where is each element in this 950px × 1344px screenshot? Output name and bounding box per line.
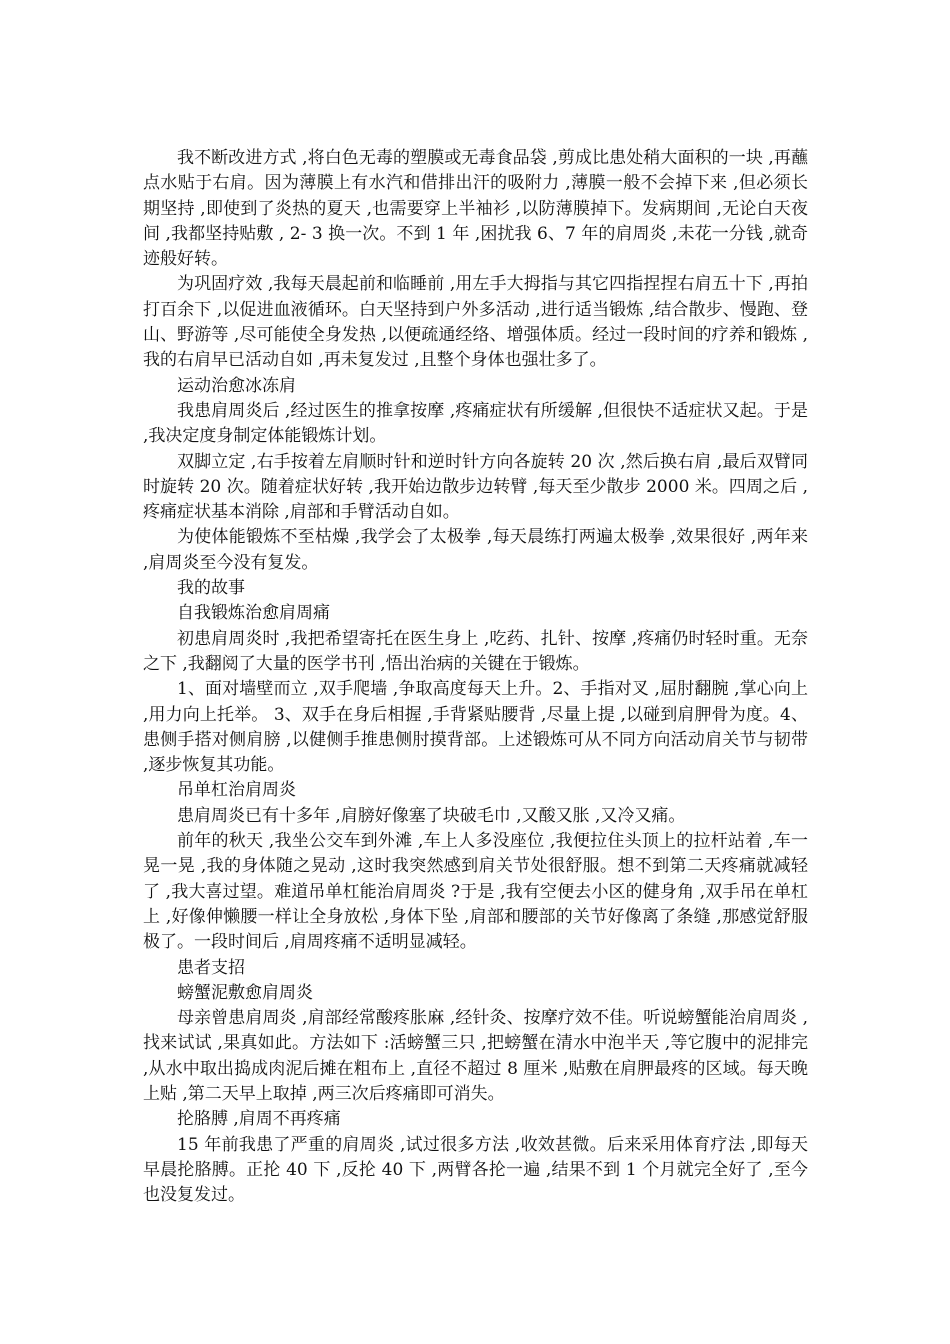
paragraph-bus-story: 前年的秋天 ,我坐公交车到外滩 ,车上人多没座位 ,我便拉住头顶上的拉杆站着 ,车一晃一晃 ,我的身体随之晃动 ,这时我突然感到肩关节处很舒服。想不到第二天疼痛就减轻了 ,我大喜过望。难道吊单杠能治肩周炎 ?于是 ,我有空便去小区的健身角 ,双手吊在单杠上 ,好像伸懒腰一样让全身放松 ,身体下坠 ,肩部和腰部的关节好像离了条缝 ,那感觉舒服极了。一段时间后 ,肩周疼痛不适明显减轻。 — [143, 831, 808, 953]
paragraph-arm-rotation: 双脚立定 ,右手按着左肩顺时针和逆时针方向各旋转 20 次 ,然后换右肩 ,最后双臂同时旋转 20 次。随着症状好转 ,我开始边散步边转臂 ,每天至少散步 2000 米。四周之后 ,疼痛症状基本消除 ,肩部和手臂活动自如。 — [143, 451, 808, 523]
section-heading-arm-swing: 抡胳膊 ,肩周不再疼痛 — [177, 1109, 341, 1130]
paragraph-ten-years: 患肩周炎已有十多年 ,肩膀好像塞了块破毛巾 ,又酸又胀 ,又冷又痛。 — [177, 805, 686, 826]
paragraph-consolidation: 为巩固疗效 ,我每天晨起前和临睡前 ,用左手大拇指与其它四指捏捏右肩五十下 ,再拍打百余下 ,以促进血液循环。白天坚持到户外多活动 ,进行适当锻炼 ,结合散步、慢跑、登山、野游等 ,尽可能使全身发热 ,以便疏通经络、增强体质。经过一段时间的疗养和锻炼 ,我的右肩早已活动自如 ,再未复发过 ,且整个身体也强壮多了。 — [143, 274, 808, 371]
paragraph-arm-swing: 15 年前我患了严重的肩周炎 ,试过很多方法 ,收效甚微。后来采用体育疗法 ,即每天早晨抡胳膊。正抡 40 下 ,反抡 40 下 ,两臂各抡一遍 ,结果不到 1 个月就完全好了 ,至今也没复发过。 — [143, 1134, 808, 1206]
section-heading-self-exercise: 自我锻炼治愈肩周痛 — [177, 603, 330, 624]
section-heading-exercise-frozen-shoulder: 运动治愈冰冻肩 — [177, 375, 296, 396]
section-heading-pull-up-bar: 吊单杠治肩周炎 — [177, 780, 296, 801]
section-heading-my-story: 我的故事 — [177, 578, 245, 599]
section-heading-patient-tips: 患者支招 — [177, 957, 245, 978]
paragraph-crab-method: 母亲曾患肩周炎 ,肩部经常酸疼胀麻 ,经针灸、按摩疗效不佳。听说螃蟹能治肩周炎 ,找来试试 ,果真如此。方法如下 :活螃蟹三只 ,把螃蟹在清水中泡半天 ,等它腹中的泥排完 ,从水中取出捣成肉泥后摊在粗布上 ,直径不超过 8 厘米 ,贴敷在肩胛最疼的区域。每天晚上贴 ,第二天早上取掉 ,两三次后疼痛即可消失。 — [143, 1008, 808, 1104]
section-heading-crab-paste: 螃蟹泥敷愈肩周炎 — [177, 982, 313, 1003]
document-body — [143, 146, 808, 1208]
paragraph-tai-chi: 为使体能锻炼不至枯燥 ,我学会了太极拳 ,每天晨练打两遍太极拳 ,效果很好 ,两年来 ,肩周炎至今没有复发。 — [143, 527, 808, 573]
paragraph-initial-illness: 初患肩周炎时 ,我把希望寄托在医生身上 ,吃药、扎针、按摩 ,疼痛仍时轻时重。无奈之下 ,我翻阅了大量的医学书刊 ,悟出治病的关键在于锻炼。 — [143, 628, 808, 674]
paragraph-exercise-steps: 1、面对墙壁而立 ,双手爬墙 ,争取高度每天上升。2、手指对叉 ,屈肘翻腕 ,掌心向上 ,用力向上托举。 3、双手在身后相握 ,手背紧贴腰背 ,尽量上提 ,以碰到肩胛骨为度。4、患侧手搭对侧肩膀 ,以健侧手推患侧肘摸背部。上述锻炼可从不同方向活动肩关节与韧带 ,逐步恢复其功能。 — [143, 679, 808, 776]
paragraph-plastic-film-method: 我不断改进方式 ,将白色无毒的塑膜或无毒食品袋 ,剪成比患处稍大面积的一块 ,再蘸点水贴于右肩。因为薄膜上有水汽和借排出汗的吸附力 ,薄膜一般不会掉下来 ,但必须长期坚持 ,即使到了炎热的夏天 ,也需要穿上半袖衫 ,以防薄膜掉下。发病期间 ,无论白天夜间 ,我都坚持贴敷 , 2- 3 换一次。不到 1 年 ,困扰我 6、7 年的肩周炎 ,未花一分钱 ,就奇迹般好转。 — [143, 148, 808, 270]
paragraph-massage: 我患肩周炎后 ,经过医生的推拿按摩 ,疼痛症状有所缓解 ,但很快不适症状又起。于是 ,我决定度身制定体能锻炼计划。 — [143, 400, 808, 447]
